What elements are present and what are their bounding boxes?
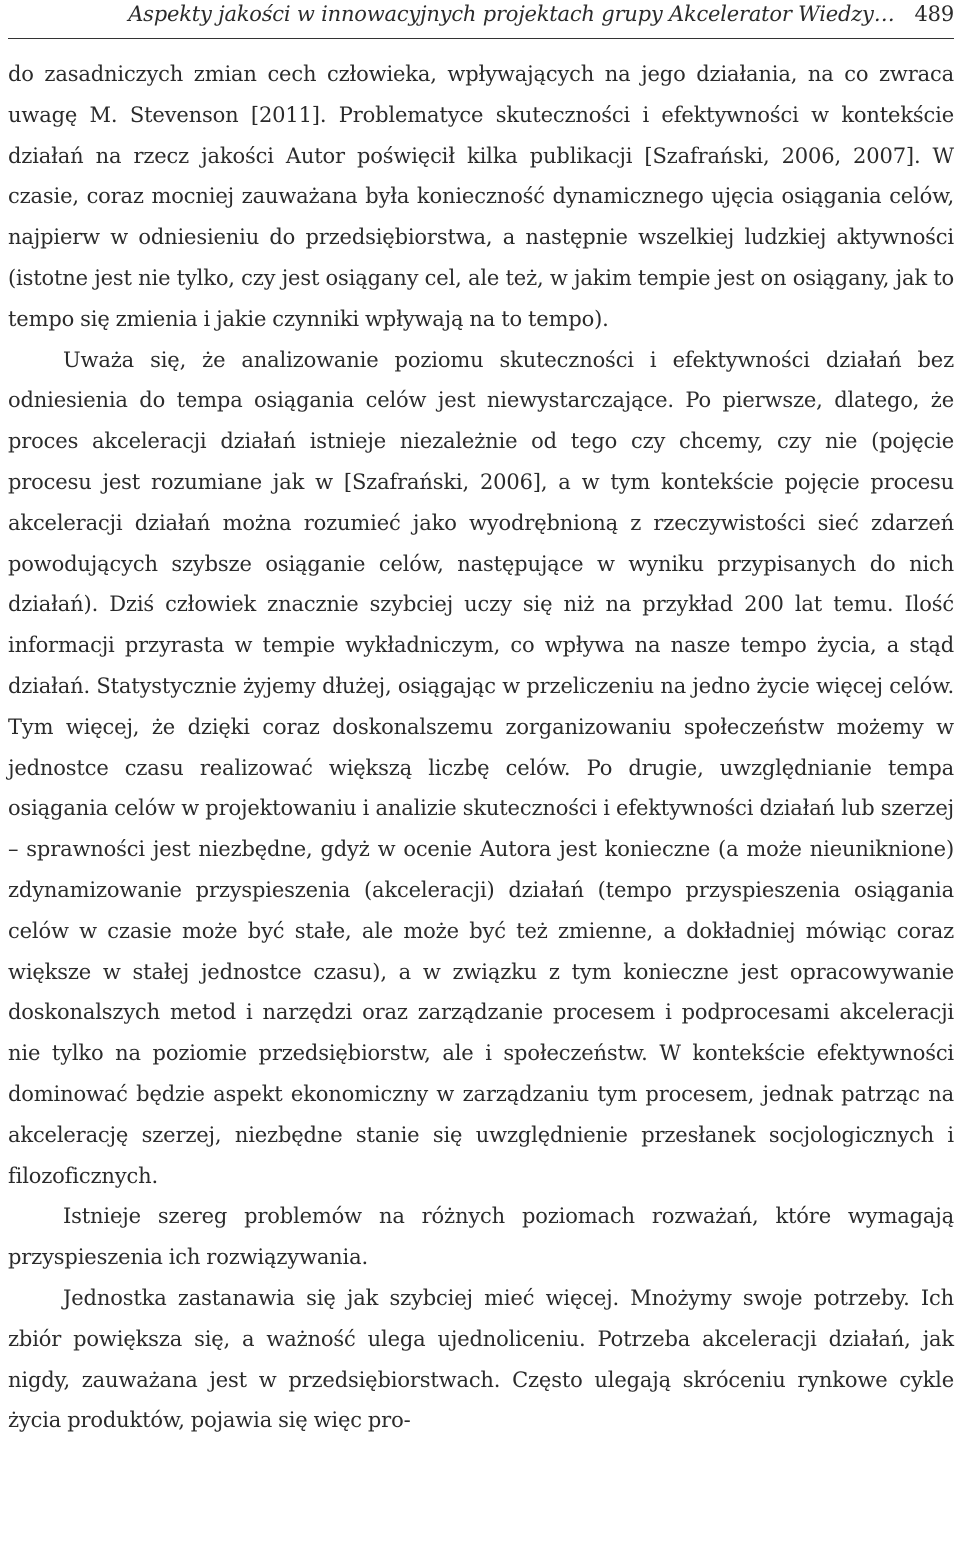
header-rule xyxy=(8,38,954,39)
paragraph-akceleracja: Uważa się, że analizowanie poziomu skuteczności i efektywności działań bez odniesienia do tempa osiągania celów jest niewystarczające. Po pierwsze, dlatego, że proces akceleracji działań istnieje niezależnie od tego czy chcemy, czy nie (pojęcie procesu jest rozumiane jak w [Szafrański, 2006], a w tym kontekście pojęcie procesu akceleracji działań można rozumieć jako wyodrębnioną z rzeczywistości sieć zdarzeń powodujących szybsze osiąganie celów, następujące w wyniku przypisanych do nich działań). Dziś człowiek znacznie szybciej uczy się niż na przykład 200 lat temu. Ilość informacji przyrasta w tempie wykładniczym, co wpływa na nasze tempo życia, a stąd działań. Statystycznie żyjemy dłużej, osiągając w przeliczeniu na jedno życie więcej celów. Tym więcej, że dzięki coraz doskonalszemu zorganizowaniu społeczeństw możemy w jednostce czasu realizować większą liczbę celów. Po drugie, uwzględnianie tempa osiągania celów w projektowaniu i analizie skuteczności i efektywności działań lub szerzej – sprawności jest niezbędne, gdyż w ocenie Autora jest konieczne (a może nieuniknione) zdynamizowanie przyspieszenia (akceleracji) działań (tempo przyspieszenia osiągania celów w czasie może być stałe, ale może być też zmienne, a dokładniej mówiąc coraz większe w stałej jednostce czasu), a w związku z tym konieczne jest opracowywanie doskonalszych metod i narzędzi oraz zarządzanie procesem i podprocesami akceleracji nie tylko na poziomie przedsiębiorstw, ale i społeczeństw. W kontekście efektywności dominować będzie aspekt ekonomiczny w zarządzaniu tym procesem, jednak patrząc na akcelerację szerzej, niezbędne stanie się uwzględnienie przesłanek socjologicznych i filozoficznych. xyxy=(8,347,954,1188)
running-header xyxy=(60,2,954,34)
page-number: 489 xyxy=(914,2,954,26)
paragraph-jednostka: Jednostka zastanawia się jak szybciej mieć więcej. Mnożymy swoje potrzeby. Ich zbiór powiększa się, a ważność ulega ujednoliceniu. Potrzeba akceleracji działań, jak nigdy, zauważana jest w przedsiębiorstwach. Często ulegają skróceniu rynkowe cykle życia produktów, pojawia się więc pro- xyxy=(8,1285,954,1433)
paragraph-problemy: Istnieje szereg problemów na różnych poziomach rozważań, które wymagają przyspieszenia ich rozwiązywania. xyxy=(8,1204,954,1270)
paragraph-continuation: do zasadniczych zmian cech człowieka, wpływających na jego działania, na co zwraca uwagę M. Stevenson [2011]. Problematyce skuteczności i efektywności w kontekście działań na rzecz jakości Autor poświęcił kilka publikacji [Szafrański, 2006, 2007]. W czasie, coraz mocniej zauważana była konieczność dynamicznego ujęcia osiągania celów, najpierw w odniesieniu do przedsiębiorstwa, a następnie wszelkiej ludzkiej aktywności (istotne jest nie tylko, czy jest osiągany cel, ale też, w jakim tempie jest on osiągany, jak to tempo się zmienia i jakie czynniki wpływają na to tempo). xyxy=(8,62,954,331)
running-title: Aspekty jakości w innowacyjnych projektach grupy Akcelerator Wiedzy… xyxy=(128,2,895,26)
body-text xyxy=(8,54,954,1441)
